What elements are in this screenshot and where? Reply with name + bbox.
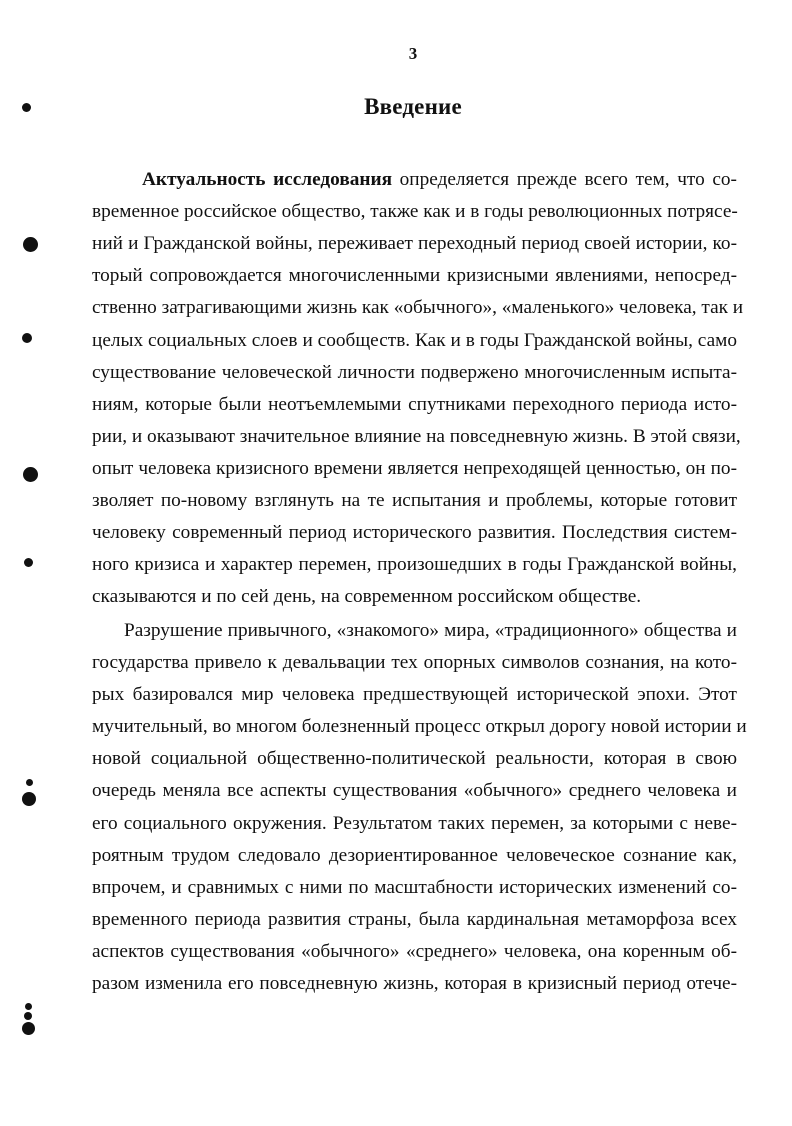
paragraph-2-line: его социального окружения. Результатом таких перемен, за которыми с неве-	[92, 813, 737, 834]
paragraph-1-line: ственно затрагивающими жизнь как «обычного», «маленького» человека, так и	[92, 297, 744, 318]
paragraph-1-line-1-rest: определяется прежде всего тем, что со-	[392, 169, 737, 190]
paragraph-2-line: рых базировался мир человека предшествующей исторической эпохи. Этот	[92, 684, 737, 705]
binding-hole-mark	[23, 467, 38, 482]
binding-hole-mark	[22, 792, 36, 806]
paragraph-1-line: ниям, которые были неотъемлемыми спутниками переходного периода исто-	[92, 394, 737, 415]
page-title: Введение	[364, 94, 462, 119]
binding-hole-mark	[22, 1022, 35, 1035]
binding-hole-mark	[26, 779, 33, 786]
paragraph-1-line: целых социальных слоев и сообществ. Как и в годы Гражданской войны, само	[92, 330, 737, 351]
paragraph-2-line: разом изменила его повседневную жизнь, которая в кризисный период отече-	[92, 973, 737, 994]
paragraph-1-line: сказываются и по сей день, на современном российском обществе.	[92, 586, 642, 607]
paragraph-2-line: Разрушение привычного, «знакомого» мира, «традиционного» общества и	[124, 620, 737, 641]
paragraph-1-line: временное российское общество, также как и в годы революционных потрясе-	[92, 201, 738, 222]
binding-hole-mark	[24, 1012, 32, 1020]
binding-hole-mark	[22, 333, 32, 343]
paragraph-1-line: человеку современный период исторического развития. Последствия систем-	[92, 522, 737, 543]
paragraph-2-line: впрочем, и сравнимых с ними по масштабности исторических изменений со-	[92, 877, 737, 898]
binding-hole-mark	[25, 1003, 32, 1010]
binding-hole-mark	[22, 103, 31, 112]
paragraph-2-line: государства привело к девальвации тех опорных символов сознания, на кото-	[92, 652, 737, 673]
paragraph-2-line: роятным трудом следовало дезориентированное человеческое сознание как,	[92, 845, 737, 866]
paragraph-2-line: новой социальной общественно-политической реальности, которая в свою	[92, 748, 737, 769]
paragraph-2-line: мучительный, во многом болезненный процесс открыл дорогу новой истории и	[92, 716, 747, 737]
paragraph-2-line: очередь меняла все аспекты существования «обычного» среднего человека и	[92, 780, 737, 801]
binding-hole-mark	[23, 237, 38, 252]
paragraph-1-line: торый сопровождается многочисленными кризисными явлениями, непосред-	[92, 265, 737, 286]
paragraph-1-line: опыт человека кризисного времени является непреходящей ценностью, он по-	[92, 458, 737, 479]
paragraph-1-line: ний и Гражданской войны, переживает переходный период своей истории, ко-	[92, 233, 737, 254]
paragraph-2-line: аспектов существования «обычного» «среднего» человека, она коренным об-	[92, 941, 737, 962]
paragraph-1-line: зволяет по-новому взглянуть на те испытания и проблемы, которые готовит	[92, 490, 737, 511]
paragraph-1-line: рии, и оказывают значительное влияние на повседневную жизнь. В этой связи,	[92, 426, 741, 447]
paragraph-1-line: ного кризиса и характер перемен, произошедших в годы Гражданской войны,	[92, 554, 737, 575]
binding-hole-mark	[24, 558, 33, 567]
paragraph-2-line: временного периода развития страны, была кардинальная метаморфоза всех	[92, 909, 737, 930]
page-number: 3	[408, 44, 418, 63]
paragraph-1-line-1	[142, 169, 737, 191]
lead-bold-phrase: Актуальность исследования	[142, 169, 393, 190]
paragraph-1-line: существование человеческой личности подвержено многочисленным испыта-	[92, 362, 737, 383]
